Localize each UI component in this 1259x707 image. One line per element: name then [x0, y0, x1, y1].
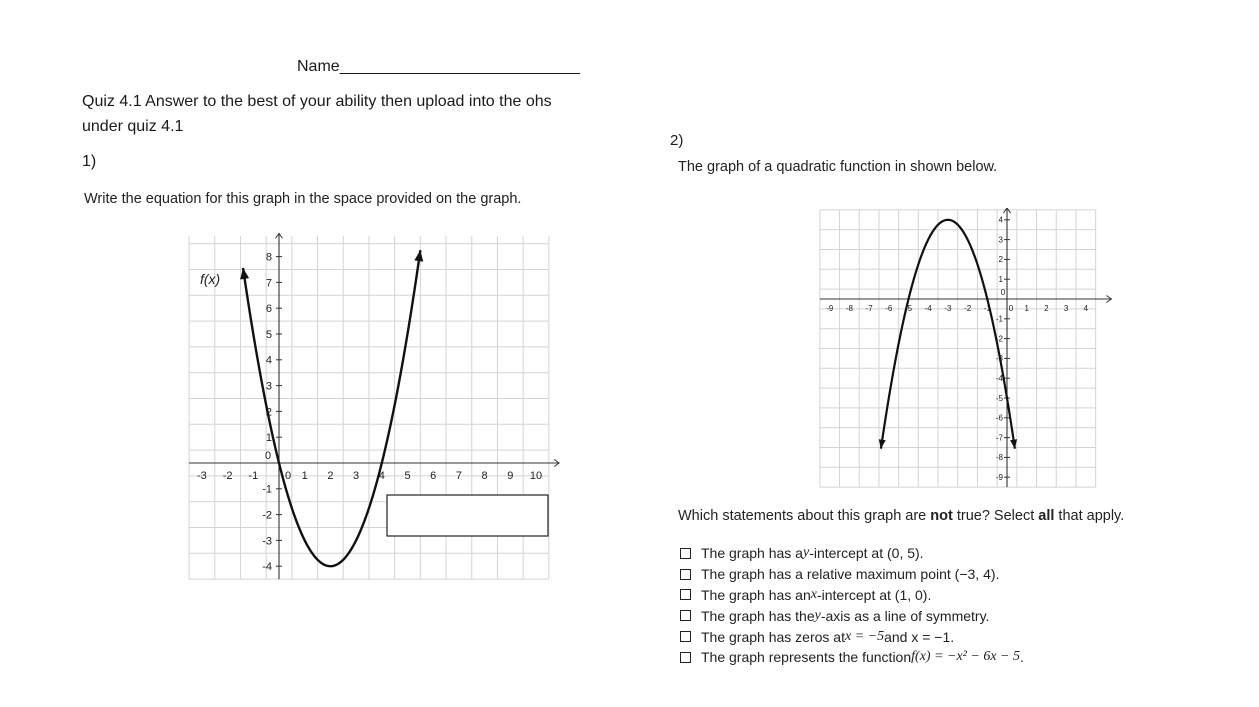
y-tick-label: 2	[265, 406, 272, 419]
y-tick-label: -9	[995, 473, 1003, 482]
y-tick-label: -2	[262, 509, 272, 522]
x-tick-label: 7	[455, 470, 462, 482]
checkbox-5[interactable]	[680, 631, 691, 642]
x-tick-label: 2	[1044, 304, 1049, 313]
x-tick-label: -1	[983, 304, 991, 313]
q2-prompt: The graph of a quadratic function in shown below.	[678, 159, 998, 175]
x-tick-label: 3	[353, 470, 360, 482]
x-tick-label: 4	[378, 470, 385, 482]
y-tick-label: 7	[265, 277, 272, 290]
y-tick-label: 3	[998, 235, 1003, 245]
y-tick-label: 2	[998, 255, 1003, 265]
x-tick-label: -5	[904, 304, 913, 313]
checkbox-6[interactable]	[680, 652, 691, 663]
x-tick-label: -2	[222, 470, 233, 482]
q2-statement-list	[679, 543, 1024, 668]
y-tick-label: 4	[265, 354, 272, 367]
checkbox-4[interactable]	[680, 610, 691, 621]
statement-option-2[interactable]: The graph has a relative maximum point (−3, 4).	[679, 564, 1024, 585]
y-tick-label: 5	[265, 328, 272, 341]
q2-number: 2)	[670, 132, 684, 149]
q1-arrow-right	[414, 250, 423, 262]
y-tick-label: 1	[998, 275, 1003, 284]
statement-option-4[interactable]: The graph has the y -axis as a line of symmetry.	[679, 605, 1024, 626]
q2-parabola-curve	[881, 220, 1015, 449]
x-tick-label: 5	[404, 470, 411, 482]
y-tick-label: -4	[262, 561, 272, 574]
y-tick-label: 0	[1000, 288, 1006, 297]
x-tick-label: -1	[248, 470, 259, 482]
x-tick-label: 1	[1024, 304, 1029, 313]
x-tick-label: 9	[507, 470, 514, 482]
q1-answer-box[interactable]	[387, 495, 548, 536]
y-tick-label: -1	[995, 314, 1003, 324]
q1-number: 1)	[82, 153, 97, 170]
y-tick-label: -3	[262, 535, 272, 548]
q1-graph	[180, 222, 570, 592]
x-tick-label: -7	[865, 304, 873, 313]
q2-question: Which statements about this graph are not true? Select all that apply.	[678, 508, 1125, 524]
y-tick-label: -8	[995, 453, 1003, 463]
quiz-instructions: Quiz 4.1 Answer to the best of your ability then upload into the ohs	[82, 93, 552, 110]
q2-graph	[808, 208, 1123, 493]
y-tick-label: -7	[995, 433, 1003, 443]
statement-option-3[interactable]: The graph has an x -intercept at (1, 0).	[679, 585, 1024, 606]
statement-option-1[interactable]: The graph has a y -intercept at (0, 5).	[679, 543, 1024, 564]
x-tick-label: 0	[284, 470, 292, 482]
x-tick-label: 3	[1063, 304, 1069, 313]
x-tick-label: -2	[964, 304, 972, 313]
y-tick-label: 1	[265, 432, 272, 445]
checkbox-1[interactable]	[680, 548, 691, 559]
x-tick-label: 10	[529, 470, 543, 482]
q2-grid	[820, 210, 1096, 487]
x-tick-label: 6	[430, 470, 437, 482]
name-label: Name	[297, 58, 340, 75]
x-tick-label: 0	[1008, 304, 1014, 313]
y-tick-label: 3	[265, 380, 272, 393]
x-tick-label: 1	[301, 470, 308, 482]
x-tick-label: -8	[845, 304, 853, 313]
x-tick-label: -9	[826, 304, 834, 313]
q1-func-label: f(x)	[200, 271, 221, 287]
y-tick-label: 4	[998, 215, 1003, 225]
quiz-instructions-cont: under quiz 4.1	[82, 118, 184, 135]
x-tick-label: -3	[197, 470, 207, 482]
x-tick-label: -3	[944, 304, 952, 313]
y-tick-label: -4	[995, 374, 1003, 383]
name-blank[interactable]: ___________________________	[339, 58, 580, 75]
x-tick-label: -4	[924, 304, 932, 313]
y-tick-label: -5	[995, 393, 1003, 403]
statement-option-5[interactable]: The graph has zeros at x = −5 and x = −1.	[679, 626, 1024, 647]
x-tick-label: 4	[1083, 304, 1089, 313]
checkbox-2[interactable]	[680, 569, 691, 580]
name-line	[297, 58, 580, 76]
y-tick-label: -6	[995, 413, 1003, 423]
checkbox-3[interactable]	[680, 589, 691, 600]
x-tick-label: 2	[327, 470, 334, 482]
y-tick-label: 6	[265, 303, 272, 316]
y-tick-label: 8	[265, 251, 272, 264]
q1-prompt: Write the equation for this graph in the space provided on the graph.	[84, 191, 522, 207]
x-tick-label: -6	[885, 304, 893, 313]
y-tick-label: 0	[264, 450, 272, 462]
y-tick-label: -2	[995, 334, 1003, 344]
statement-option-6[interactable]: The graph represents the function f(x) = −x² − 6x − 5 .	[679, 647, 1024, 668]
y-tick-label: -3	[995, 354, 1003, 364]
x-tick-label: 8	[481, 470, 488, 482]
y-tick-label: -1	[262, 483, 272, 496]
